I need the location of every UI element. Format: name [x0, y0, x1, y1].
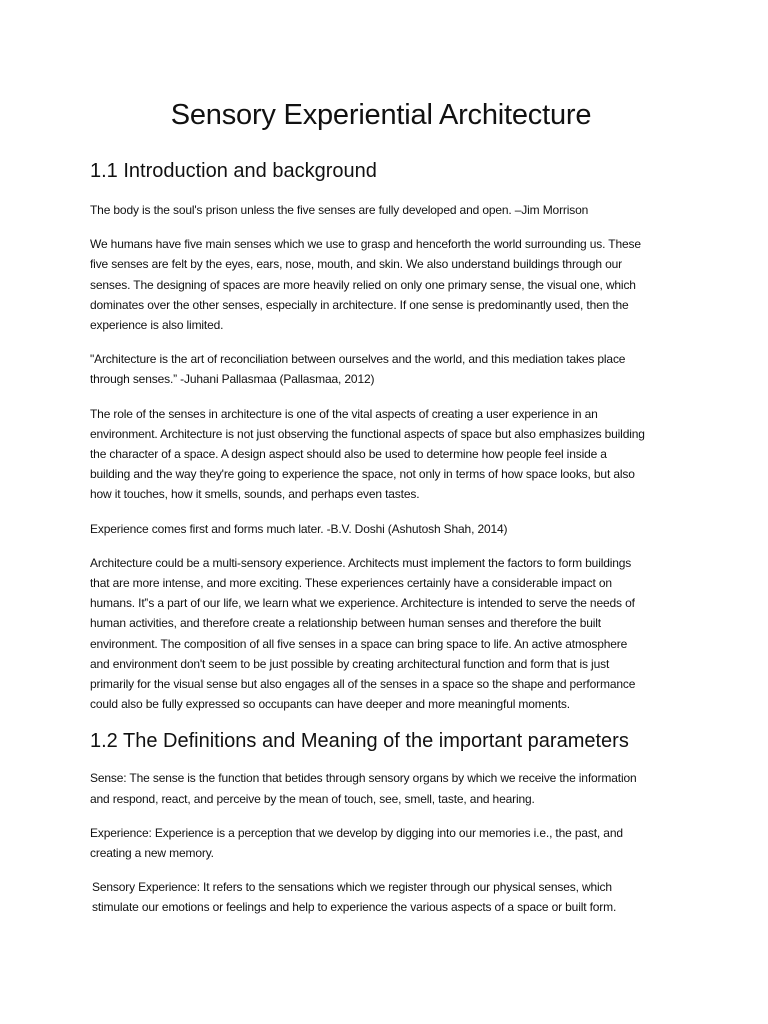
section-heading: 1.1 Introduction and background	[90, 160, 377, 182]
section-definitions	[90, 728, 648, 917]
definition-sense: Sense: The sense is the function that betides through sensory organs by which we receive the information and respond, react, and perceive by the mean of touch, see, smell, taste, and hearing.	[90, 771, 637, 806]
section-heading: 1.2 The Definitions and Meaning of the important parameters	[90, 730, 629, 753]
section-introduction	[90, 158, 648, 714]
quote-paragraph: "Architecture is the art of reconciliation between ourselves and the world, and this mediation takes place through senses.” -Juhani Pallasmaa (Pallasmaa, 2012)	[90, 352, 626, 387]
definition-experience: Experience: Experience is a perception that we develop by digging into our memories i.e., the past, and creating a new memory.	[90, 825, 623, 861]
definition-sensory-experience: Sensory Experience: It refers to the sensations which we register through our physical senses, which stimulate our emotions or feelings and help to experience the various aspects of a space or built form.	[92, 880, 617, 915]
document-title: Sensory Experiential Architecture	[170, 99, 592, 131]
epigraph-quote: The body is the soul's prison unless the five senses are fully developed and open. –Jim Morrison	[90, 203, 589, 217]
body-paragraph: We humans have five main senses which we use to grasp and henceforth the world surrounding us. These five senses are felt by the eyes, ears, nose, mouth, and skin. We also understand buildings through our senses. The designing of spaces are more heavily relied on only one primary sense, the visual one, which dominates over the other senses, especially in architecture. If one sense is predominantly used, then the experience is also limited.	[90, 237, 641, 333]
quote-paragraph: Experience comes first and forms much later. -B.V. Doshi (Ashutosh Shah, 2014)	[90, 521, 508, 536]
body-paragraph: The role of the senses in architecture is one of the vital aspects of creating a user experience in an environment. Architecture is not just observing the functional aspects of space but also emphasizes building the character of a space. A design aspect should also be used to determine how people feel inside a building and the way they're going to experience the space, not only in terms of how space looks, but also how it touches, how it smells, sounds, and perhaps even tastes.	[90, 406, 645, 502]
body-paragraph: Architecture could be a multi-sensory experience. Architects must implement the factors to form buildings that are more intense, and more exciting. These experiences certainly have a considerable impact on humans. It‟s a part of our life, we learn what we experience. Architecture is intended to serve the needs of human activities, and therefore create a relationship between human senses and therefore the built environment. The composition of all five senses in a space can bring space to life. An active atmosphere and environment don't seem to be just possible by creating architectural function and form that is just primarily for the visual sense but also engages all of the senses in a space so the shape and performance could also be fully expressed so occupants can have deeper and more meaningful moments.	[90, 555, 636, 712]
